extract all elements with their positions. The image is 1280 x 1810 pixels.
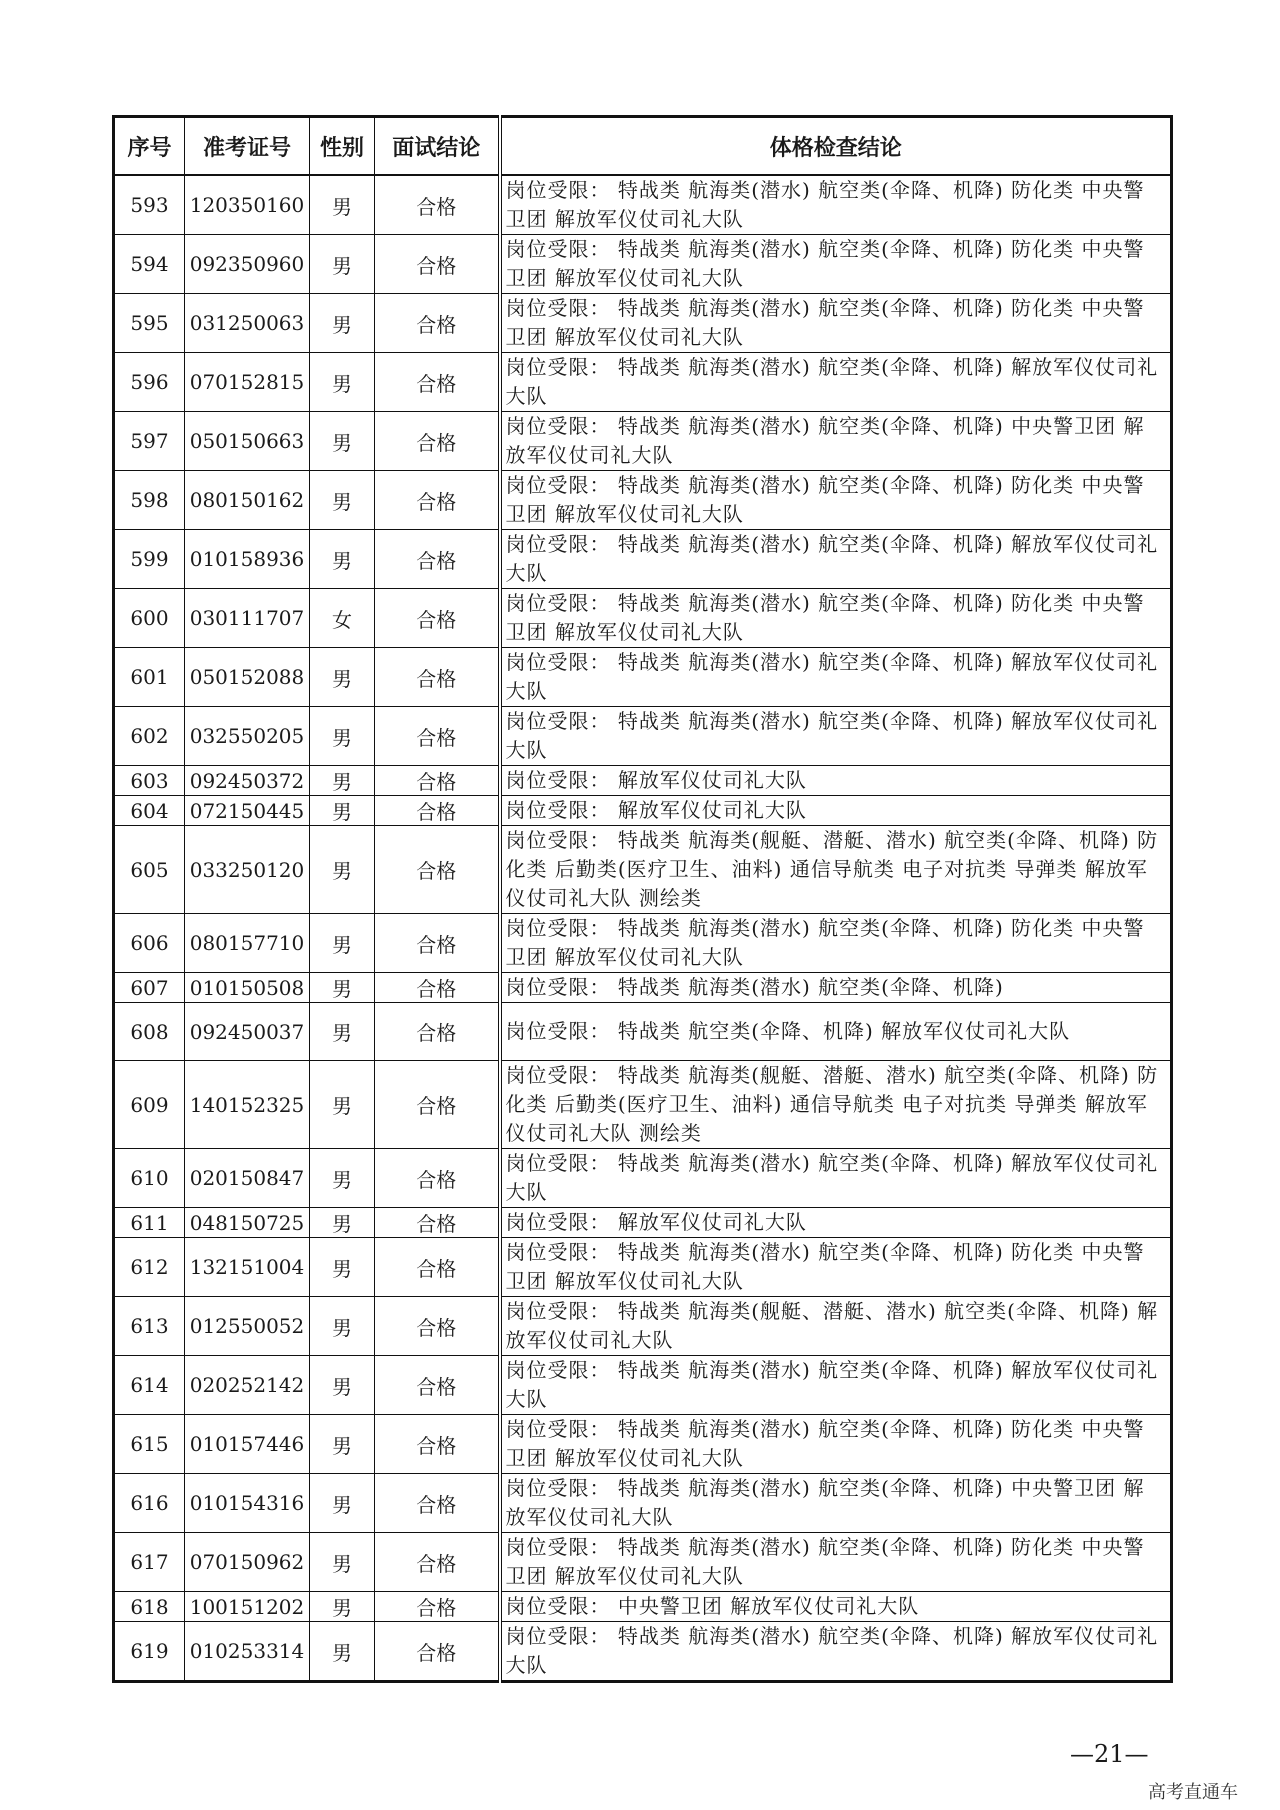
cell-interview: 合格: [375, 648, 500, 707]
cell-gender: 男: [310, 471, 375, 530]
table-row: [114, 707, 1172, 766]
cell-gender: 男: [310, 766, 375, 796]
table-row: [114, 530, 1172, 589]
cell-exam-id: 010157446: [185, 1415, 310, 1474]
cell-exam-id: 092350960: [185, 235, 310, 294]
cell-interview: 合格: [375, 412, 500, 471]
cell-gender: 男: [310, 175, 375, 235]
cell-gender: 女: [310, 589, 375, 648]
table-row: [114, 1061, 1172, 1149]
cell-exam-id: 140152325: [185, 1061, 310, 1149]
cell-interview: 合格: [375, 796, 500, 826]
cell-gender: 男: [310, 530, 375, 589]
cell-interview: 合格: [375, 294, 500, 353]
cell-physical: 岗位受限： 特战类 航海类(潜水) 航空类(伞降、机降) 解放军仪仗司礼大队: [500, 353, 1172, 412]
cell-physical: 岗位受限： 特战类 航海类(潜水) 航空类(伞降、机降) 防化类 中央警卫团 解放军仪仗司礼大队: [500, 235, 1172, 294]
cell-gender: 男: [310, 1533, 375, 1592]
table-row: [114, 766, 1172, 796]
cell-seq: 613: [114, 1297, 185, 1356]
cell-exam-id: 010154316: [185, 1474, 310, 1533]
cell-exam-id: 030111707: [185, 589, 310, 648]
table-row: [114, 471, 1172, 530]
table-row: [114, 1474, 1172, 1533]
cell-exam-id: 048150725: [185, 1208, 310, 1238]
cell-gender: 男: [310, 1149, 375, 1208]
cell-exam-id: 012550052: [185, 1297, 310, 1356]
table-row: [114, 1622, 1172, 1682]
cell-exam-id: 050152088: [185, 648, 310, 707]
cell-seq: 595: [114, 294, 185, 353]
cell-seq: 614: [114, 1356, 185, 1415]
table-row: [114, 235, 1172, 294]
cell-seq: 609: [114, 1061, 185, 1149]
cell-interview: 合格: [375, 914, 500, 973]
header-exam-id: 准考证号: [185, 117, 310, 176]
cell-interview: 合格: [375, 530, 500, 589]
cell-exam-id: 120350160: [185, 175, 310, 235]
cell-seq: 597: [114, 412, 185, 471]
cell-gender: 男: [310, 973, 375, 1003]
cell-interview: 合格: [375, 353, 500, 412]
cell-seq: 605: [114, 826, 185, 914]
table-row: [114, 1533, 1172, 1592]
cell-interview: 合格: [375, 471, 500, 530]
cell-seq: 606: [114, 914, 185, 973]
cell-exam-id: 010150508: [185, 973, 310, 1003]
cell-physical: 岗位受限： 特战类 航海类(舰艇、潜艇、潜水) 航空类(伞降、机降) 防化类 后勤类(医疗卫生、油料) 通信导航类 电子对抗类 导弹类 解放军仪仗司礼大队 测绘类: [500, 1061, 1172, 1149]
cell-physical: 岗位受限： 特战类 航海类(舰艇、潜艇、潜水) 航空类(伞降、机降) 防化类 后勤类(医疗卫生、油料) 通信导航类 电子对抗类 导弹类 解放军仪仗司礼大队 测绘类: [500, 826, 1172, 914]
cell-interview: 合格: [375, 973, 500, 1003]
header-interview: 面试结论: [375, 117, 500, 176]
table-body: [114, 175, 1172, 1682]
table-row: [114, 796, 1172, 826]
table-row: [114, 1238, 1172, 1297]
cell-interview: 合格: [375, 1238, 500, 1297]
cell-seq: 611: [114, 1208, 185, 1238]
cell-gender: 男: [310, 1622, 375, 1682]
table-row: [114, 826, 1172, 914]
cell-gender: 男: [310, 1474, 375, 1533]
cell-exam-id: 132151004: [185, 1238, 310, 1297]
cell-exam-id: 050150663: [185, 412, 310, 471]
cell-interview: 合格: [375, 1208, 500, 1238]
cell-interview: 合格: [375, 1592, 500, 1622]
cell-exam-id: 020252142: [185, 1356, 310, 1415]
cell-gender: 男: [310, 1061, 375, 1149]
cell-exam-id: 070150962: [185, 1533, 310, 1592]
cell-physical: 岗位受限： 特战类 航海类(舰艇、潜艇、潜水) 航空类(伞降、机降) 解放军仪仗司礼大队: [500, 1297, 1172, 1356]
cell-gender: 男: [310, 412, 375, 471]
cell-physical: 岗位受限： 特战类 航海类(潜水) 航空类(伞降、机降) 防化类 中央警卫团 解放军仪仗司礼大队: [500, 1415, 1172, 1474]
cell-physical: 岗位受限： 特战类 航海类(潜水) 航空类(伞降、机降) 解放军仪仗司礼大队: [500, 1356, 1172, 1415]
cell-seq: 618: [114, 1592, 185, 1622]
cell-seq: 600: [114, 589, 185, 648]
cell-gender: 男: [310, 1297, 375, 1356]
cell-physical: 岗位受限： 解放军仪仗司礼大队: [500, 1208, 1172, 1238]
cell-exam-id: 092450037: [185, 1003, 310, 1061]
cell-physical: 岗位受限： 特战类 航海类(潜水) 航空类(伞降、机降) 解放军仪仗司礼大队: [500, 530, 1172, 589]
cell-interview: 合格: [375, 1003, 500, 1061]
cell-gender: 男: [310, 1415, 375, 1474]
cell-interview: 合格: [375, 1149, 500, 1208]
cell-gender: 男: [310, 353, 375, 412]
cell-interview: 合格: [375, 1297, 500, 1356]
cell-physical: 岗位受限： 特战类 航海类(潜水) 航空类(伞降、机降) 防化类 中央警卫团 解放军仪仗司礼大队: [500, 175, 1172, 235]
cell-gender: 男: [310, 707, 375, 766]
cell-interview: 合格: [375, 1533, 500, 1592]
table-row: [114, 1356, 1172, 1415]
cell-interview: 合格: [375, 235, 500, 294]
cell-seq: 602: [114, 707, 185, 766]
cell-interview: 合格: [375, 766, 500, 796]
cell-physical: 岗位受限： 特战类 航海类(潜水) 航空类(伞降、机降) 中央警卫团 解放军仪仗司礼大队: [500, 412, 1172, 471]
table-row: [114, 1208, 1172, 1238]
cell-physical: 岗位受限： 特战类 航海类(潜水) 航空类(伞降、机降) 防化类 中央警卫团 解放军仪仗司礼大队: [500, 1533, 1172, 1592]
cell-interview: 合格: [375, 175, 500, 235]
cell-seq: 608: [114, 1003, 185, 1061]
watermark: 高考直通车: [1148, 1782, 1238, 1803]
table-row: [114, 1297, 1172, 1356]
table-row: [114, 1415, 1172, 1474]
cell-seq: 610: [114, 1149, 185, 1208]
cell-physical: 岗位受限： 特战类 航海类(潜水) 航空类(伞降、机降) 解放军仪仗司礼大队: [500, 1622, 1172, 1682]
table-header-row: [114, 117, 1172, 176]
cell-physical: 岗位受限： 特战类 航海类(潜水) 航空类(伞降、机降) 防化类 中央警卫团 解放军仪仗司礼大队: [500, 914, 1172, 973]
cell-gender: 男: [310, 1003, 375, 1061]
header-physical: 体格检查结论: [500, 117, 1172, 176]
table-row: [114, 914, 1172, 973]
table-row: [114, 1003, 1172, 1061]
cell-gender: 男: [310, 1238, 375, 1297]
cell-exam-id: 080157710: [185, 914, 310, 973]
cell-physical: 岗位受限： 特战类 航海类(潜水) 航空类(伞降、机降) 解放军仪仗司礼大队: [500, 1149, 1172, 1208]
cell-gender: 男: [310, 1592, 375, 1622]
cell-interview: 合格: [375, 1474, 500, 1533]
cell-exam-id: 010158936: [185, 530, 310, 589]
table-row: [114, 589, 1172, 648]
cell-interview: 合格: [375, 1356, 500, 1415]
cell-seq: 599: [114, 530, 185, 589]
cell-exam-id: 020150847: [185, 1149, 310, 1208]
cell-physical: 岗位受限： 特战类 航海类(潜水) 航空类(伞降、机降) 防化类 中央警卫团 解放军仪仗司礼大队: [500, 294, 1172, 353]
cell-physical: 岗位受限： 特战类 航海类(潜水) 航空类(伞降、机降): [500, 973, 1172, 1003]
cell-interview: 合格: [375, 1061, 500, 1149]
cell-seq: 616: [114, 1474, 185, 1533]
cell-seq: 619: [114, 1622, 185, 1682]
cell-seq: 594: [114, 235, 185, 294]
cell-exam-id: 031250063: [185, 294, 310, 353]
cell-seq: 607: [114, 973, 185, 1003]
cell-gender: 男: [310, 1356, 375, 1415]
cell-physical: 岗位受限： 特战类 航海类(潜水) 航空类(伞降、机降) 解放军仪仗司礼大队: [500, 648, 1172, 707]
table-row: [114, 1592, 1172, 1622]
table-row: [114, 973, 1172, 1003]
header-gender: 性别: [310, 117, 375, 176]
cell-seq: 604: [114, 796, 185, 826]
cell-seq: 598: [114, 471, 185, 530]
cell-physical: 岗位受限： 中央警卫团 解放军仪仗司礼大队: [500, 1592, 1172, 1622]
cell-gender: 男: [310, 796, 375, 826]
cell-seq: 601: [114, 648, 185, 707]
cell-seq: 593: [114, 175, 185, 235]
cell-seq: 603: [114, 766, 185, 796]
cell-gender: 男: [310, 648, 375, 707]
cell-seq: 617: [114, 1533, 185, 1592]
cell-physical: 岗位受限： 解放军仪仗司礼大队: [500, 766, 1172, 796]
cell-physical: 岗位受限： 特战类 航空类(伞降、机降) 解放军仪仗司礼大队: [500, 1003, 1172, 1061]
cell-exam-id: 070152815: [185, 353, 310, 412]
cell-physical: 岗位受限： 解放军仪仗司礼大队: [500, 796, 1172, 826]
table-row: [114, 1149, 1172, 1208]
results-table: [112, 115, 1173, 1683]
cell-seq: 612: [114, 1238, 185, 1297]
cell-seq: 596: [114, 353, 185, 412]
table-row: [114, 648, 1172, 707]
cell-interview: 合格: [375, 707, 500, 766]
cell-interview: 合格: [375, 589, 500, 648]
cell-gender: 男: [310, 294, 375, 353]
cell-gender: 男: [310, 1208, 375, 1238]
cell-physical: 岗位受限： 特战类 航海类(潜水) 航空类(伞降、机降) 防化类 中央警卫团 解放军仪仗司礼大队: [500, 1238, 1172, 1297]
cell-physical: 岗位受限： 特战类 航海类(潜水) 航空类(伞降、机降) 解放军仪仗司礼大队: [500, 707, 1172, 766]
cell-exam-id: 080150162: [185, 471, 310, 530]
table-row: [114, 175, 1172, 235]
cell-exam-id: 100151202: [185, 1592, 310, 1622]
cell-interview: 合格: [375, 1415, 500, 1474]
table-row: [114, 353, 1172, 412]
cell-seq: 615: [114, 1415, 185, 1474]
cell-gender: 男: [310, 235, 375, 294]
cell-exam-id: 072150445: [185, 796, 310, 826]
table-row: [114, 294, 1172, 353]
cell-exam-id: 033250120: [185, 826, 310, 914]
cell-exam-id: 032550205: [185, 707, 310, 766]
page-number: —21—: [1070, 1740, 1149, 1768]
cell-interview: 合格: [375, 826, 500, 914]
cell-physical: 岗位受限： 特战类 航海类(潜水) 航空类(伞降、机降) 防化类 中央警卫团 解放军仪仗司礼大队: [500, 589, 1172, 648]
cell-interview: 合格: [375, 1622, 500, 1682]
table-row: [114, 412, 1172, 471]
cell-physical: 岗位受限： 特战类 航海类(潜水) 航空类(伞降、机降) 中央警卫团 解放军仪仗司礼大队: [500, 1474, 1172, 1533]
cell-gender: 男: [310, 826, 375, 914]
cell-exam-id: 010253314: [185, 1622, 310, 1682]
cell-exam-id: 092450372: [185, 766, 310, 796]
cell-physical: 岗位受限： 特战类 航海类(潜水) 航空类(伞降、机降) 防化类 中央警卫团 解放军仪仗司礼大队: [500, 471, 1172, 530]
header-seq: 序号: [114, 117, 185, 176]
cell-gender: 男: [310, 914, 375, 973]
